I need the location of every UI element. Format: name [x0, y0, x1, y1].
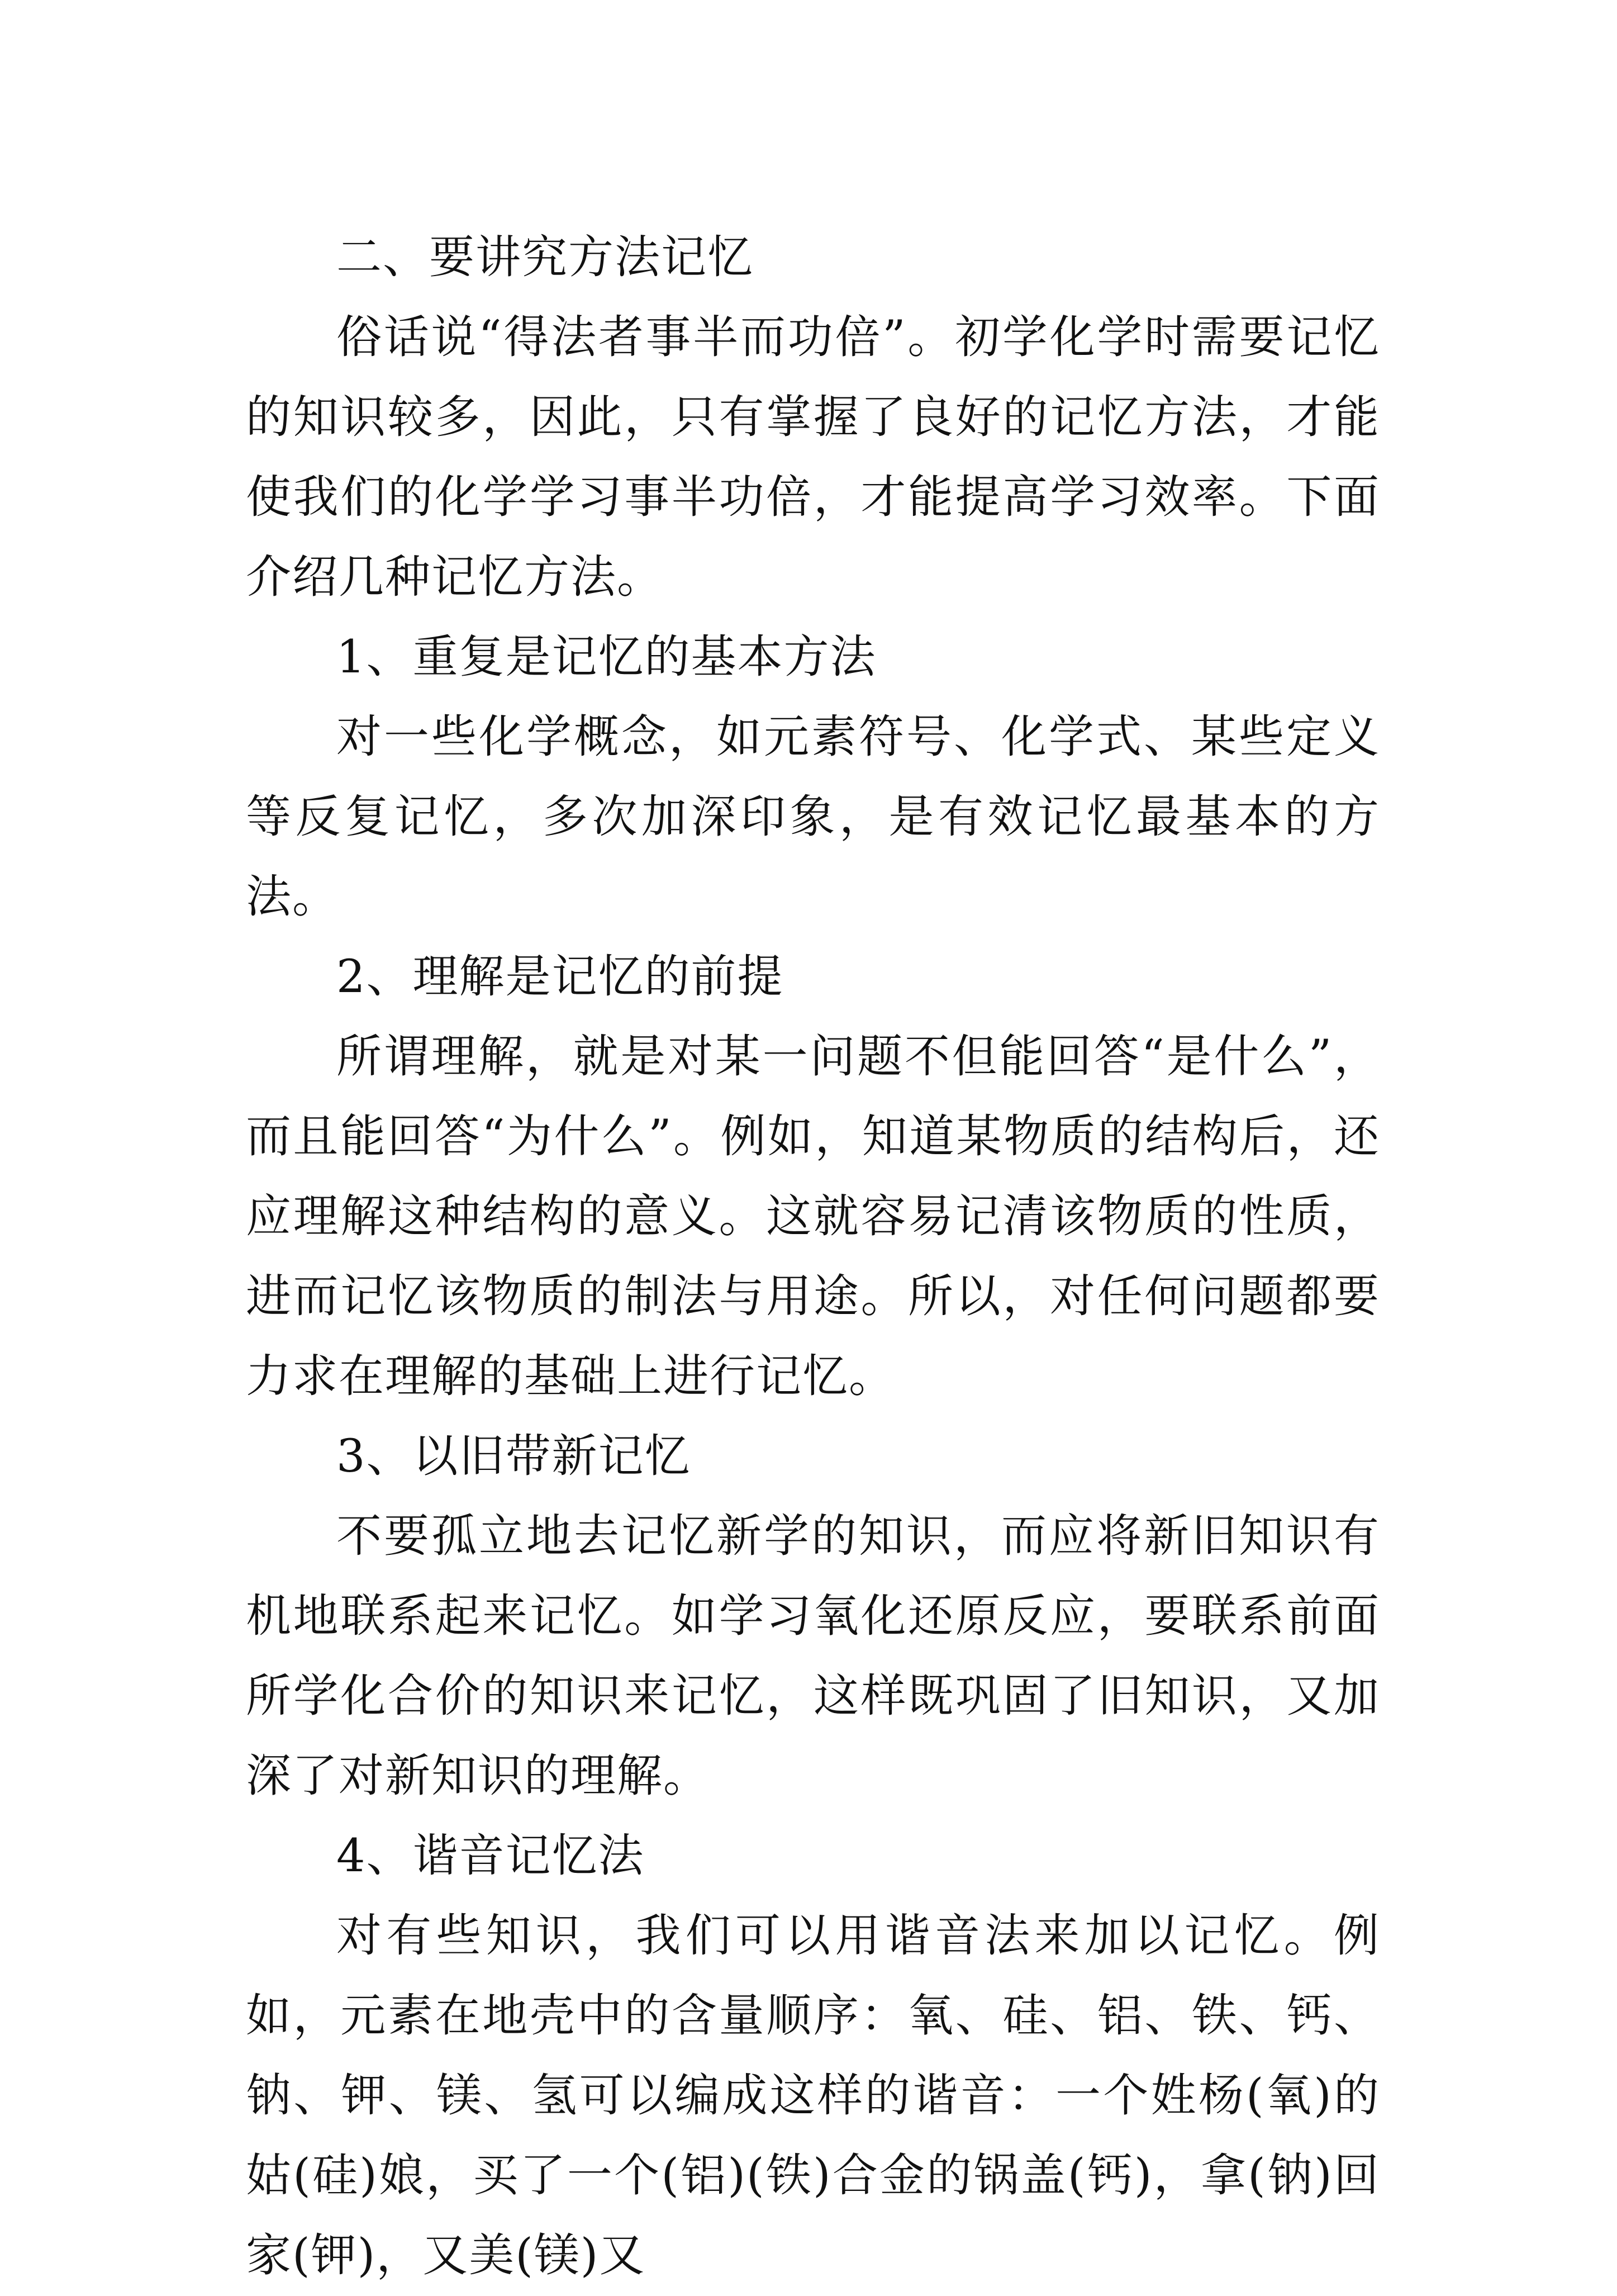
method-heading: 3、以旧带新记忆: [336, 1430, 691, 1483]
paragraph: 俗话说“得法者事半而功倍”。初学化学时需要记忆的知识较多，因此，只有掌握了良好的记忆方法，才能使我们的化学学习事半功倍，才能提高学习效率。下面介绍几种记忆方法。: [246, 311, 1380, 604]
paragraph: 对一些化学概念，如元素符号、化学式、某些定义等反复记忆，多次加深印象，是有效记忆最基本的方法。: [246, 711, 1380, 923]
paragraph: 不要孤立地去记忆新学的知识，而应将新旧知识有机地联系起来记忆。如学习氧化还原反应，要联系前面所学化合价的知识来记忆，这样既巩固了旧知识，又加深了对新知识的理解。: [246, 1510, 1380, 1802]
paragraph: 对有些知识，我们可以用谐音法来加以记忆。例如，元素在地壳中的含量顺序：氧、硅、铝、铁、钙、钠、钾、镁、氢可以编成这样的谐音：一个姓杨(氧)的姑(硅)娘，买了一个(铝)(铁)合金的锅盖(钙)，拿(钠)回家(钾)，又美(镁)又: [246, 1910, 1380, 2282]
method-heading: 1、重复是记忆的基本方法: [336, 631, 877, 684]
method-heading: 4、谐音记忆法: [336, 1830, 645, 1882]
document-body: [246, 218, 1380, 2296]
paragraph: 所谓理解，就是对某一问题不但能回答“是什么”，而且能回答“为什么”。例如，知道某物质的结构后，还应理解这种结构的意义。这就容易记清该物质的性质，进而记忆该物质的制法与用途。所以，对任何问题都要力求在理解的基础上进行记忆。: [246, 1031, 1380, 1403]
method-heading: 2、理解是记忆的前提: [336, 951, 784, 1003]
section-heading: 二、要讲究方法记忆: [336, 231, 754, 284]
